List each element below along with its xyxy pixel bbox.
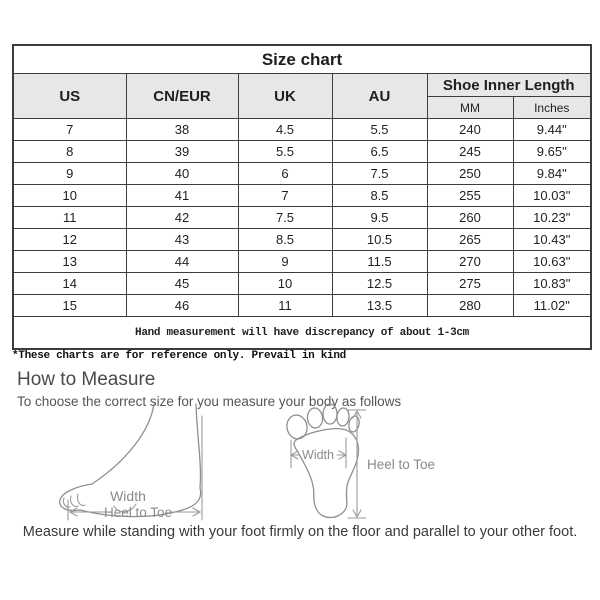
cell-us: 9 [13, 163, 126, 185]
cell-mm: 280 [427, 295, 513, 317]
cell-us: 14 [13, 273, 126, 295]
cell-au: 13.5 [332, 295, 427, 317]
col-header-inches: Inches [513, 97, 591, 119]
cell-mm: 240 [427, 119, 513, 141]
table-row [13, 251, 591, 273]
cell-mm: 275 [427, 273, 513, 295]
cell-au: 9.5 [332, 207, 427, 229]
cell-au: 10.5 [332, 229, 427, 251]
side-width-label: Width [110, 488, 146, 504]
cell-uk: 5.5 [238, 141, 332, 163]
table-row [13, 229, 591, 251]
cell-us: 10 [13, 185, 126, 207]
cell-au: 8.5 [332, 185, 427, 207]
cell-inches: 10.23" [513, 207, 591, 229]
table-row [13, 273, 591, 295]
col-header-mm: MM [427, 97, 513, 119]
col-header-cn-eur: CN/EUR [126, 74, 238, 119]
cell-cn-eur: 42 [126, 207, 238, 229]
col-header-us: US [13, 74, 126, 119]
cell-us: 11 [13, 207, 126, 229]
cell-au: 7.5 [332, 163, 427, 185]
how-to-measure-heading: How to Measure [17, 369, 156, 390]
cell-us: 8 [13, 141, 126, 163]
cell-cn-eur: 38 [126, 119, 238, 141]
cell-us: 12 [13, 229, 126, 251]
table-row [13, 141, 591, 163]
cell-inches: 9.65" [513, 141, 591, 163]
cell-cn-eur: 41 [126, 185, 238, 207]
table-row [13, 163, 591, 185]
measure-caption: Measure while standing with your foot firmly on the floor and parallel to your other foot. [22, 524, 578, 540]
cell-uk: 9 [238, 251, 332, 273]
col-header-inner-length: Shoe Inner Length [427, 74, 591, 97]
cell-mm: 255 [427, 185, 513, 207]
cell-mm: 270 [427, 251, 513, 273]
top-view-foot-diagram [276, 398, 451, 538]
cell-mm: 260 [427, 207, 513, 229]
col-header-uk: UK [238, 74, 332, 119]
cell-cn-eur: 43 [126, 229, 238, 251]
cell-inches: 10.63" [513, 251, 591, 273]
table-row [13, 119, 591, 141]
table-row [13, 207, 591, 229]
side-view-foot-diagram [50, 402, 300, 542]
cell-cn-eur: 39 [126, 141, 238, 163]
cell-uk: 8.5 [238, 229, 332, 251]
cell-cn-eur: 46 [126, 295, 238, 317]
table-footnote: Hand measurement will have discrepancy of about 1-3cm [13, 317, 591, 350]
cell-us: 15 [13, 295, 126, 317]
table-title: Size chart [13, 45, 591, 74]
cell-mm: 250 [427, 163, 513, 185]
reference-note: *These charts are for reference only. Prevail in kind [12, 350, 346, 362]
cell-uk: 11 [238, 295, 332, 317]
top-heel-to-toe-label: Heel to Toe [367, 457, 436, 472]
cell-uk: 4.5 [238, 119, 332, 141]
cell-au: 6.5 [332, 141, 427, 163]
cell-mm: 245 [427, 141, 513, 163]
cell-au: 12.5 [332, 273, 427, 295]
col-header-au: AU [332, 74, 427, 119]
cell-uk: 10 [238, 273, 332, 295]
cell-mm: 265 [427, 229, 513, 251]
cell-uk: 6 [238, 163, 332, 185]
cell-cn-eur: 44 [126, 251, 238, 273]
cell-inches: 10.43" [513, 229, 591, 251]
cell-uk: 7 [238, 185, 332, 207]
cell-au: 5.5 [332, 119, 427, 141]
top-heel-to-toe-arrow [348, 410, 366, 518]
cell-inches: 11.02" [513, 295, 591, 317]
table-title-row [13, 45, 591, 74]
table-footnote-row [13, 317, 591, 350]
cell-inches: 9.44" [513, 119, 591, 141]
cell-inches: 9.84" [513, 163, 591, 185]
size-chart-table [12, 44, 592, 350]
cell-inches: 10.03" [513, 185, 591, 207]
side-heel-to-toe-label: Heel to Toe [103, 505, 173, 520]
table-row [13, 295, 591, 317]
cell-au: 11.5 [332, 251, 427, 273]
cell-uk: 7.5 [238, 207, 332, 229]
top-width-label: Width [302, 448, 334, 462]
table-row [13, 185, 591, 207]
cell-cn-eur: 45 [126, 273, 238, 295]
cell-inches: 10.83" [513, 273, 591, 295]
cell-us: 7 [13, 119, 126, 141]
table-header-row [13, 74, 591, 97]
cell-cn-eur: 40 [126, 163, 238, 185]
how-to-measure-subtitle: To choose the correct size for you measure your body as follows [17, 394, 402, 409]
cell-us: 13 [13, 251, 126, 273]
